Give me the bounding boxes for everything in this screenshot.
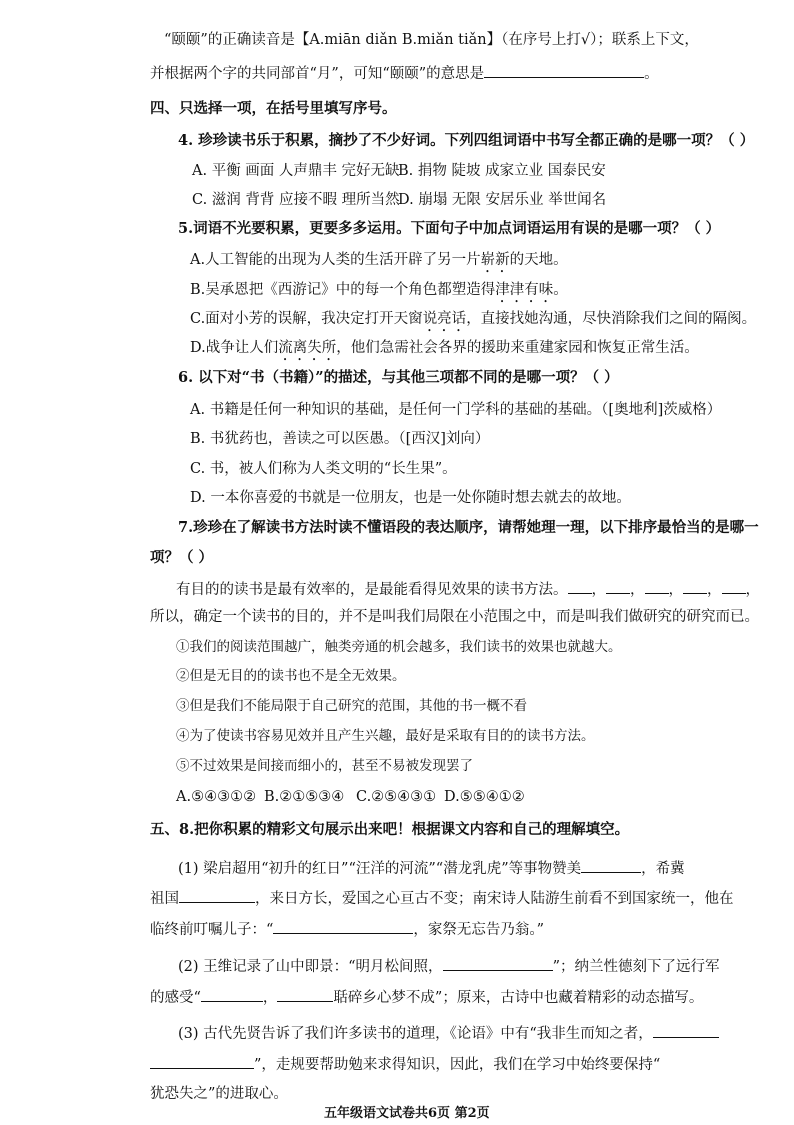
q8-3-blank-1[interactable] (653, 1022, 719, 1038)
q5-b-dotted: 津津有味 (495, 282, 554, 298)
q7-stem-line-1: 7.珍珍在了解读书方法时读不懂语段的表达顺序，请帮她理一理，以下排序最恰当的是哪一 (178, 519, 759, 536)
order-blank-3[interactable] (645, 578, 669, 594)
q7-passage-line-1: 有目的的读书是最有效率的，是最能看得见效果的读书方法。 ， ， ， ， ， (176, 578, 760, 600)
q8-2-blank-3[interactable] (277, 986, 333, 1002)
q5-option-b[interactable] (190, 280, 568, 306)
q5-a-post: 的天地。 (509, 252, 568, 268)
q5-c-pre: C.面对小芳的误解，我决定打开天窗 (190, 311, 423, 327)
intro-line-2 (150, 62, 659, 84)
q8-3-blank-2[interactable] (150, 1053, 254, 1069)
q5-a-dotted: 崭新 (480, 252, 510, 268)
q8-1-line-1 (178, 857, 685, 879)
q4-option-b[interactable]: B. 捐物 陡坡 成家立业 国泰民安 (398, 163, 606, 179)
q8-1-text-c: 祖国 (150, 891, 179, 907)
q5-option-d[interactable] (190, 338, 699, 364)
q8-2-line-2 (150, 986, 703, 1008)
q5-d-pre: D.战争让人们 (190, 340, 279, 356)
q8-1-blank-2[interactable] (179, 887, 255, 903)
q8-2-text-b: ”；纳兰性德刻下了远行军 (552, 959, 720, 975)
q8-3-line-2 (150, 1053, 660, 1075)
q5-d-post: ，他们急需社会各界的援助来重建家园和恢复正常生活。 (336, 340, 699, 356)
q7-option-d[interactable]: D.⑤⑤④①② (444, 789, 525, 805)
q7-stem-line-2: 项？（ ） (150, 549, 214, 566)
intro-line-2-end: 。 (644, 66, 659, 82)
q7-sentence-4: ④为了使读书容易见效并且产生兴趣，最好是采取有目的的读书方法。 (176, 728, 595, 744)
meaning-blank[interactable] (484, 62, 644, 78)
q8-3-text-a: (3) 古代先贤告诉了我们许多读书的道理，《论语》中有“我非生而知之者， (178, 1026, 653, 1042)
q7-sentence-2: ②但是无目的的读书也不是全无效果。 (176, 668, 406, 684)
q8-1-blank-1[interactable] (581, 857, 641, 873)
order-blank-4[interactable] (683, 578, 707, 594)
page-footer: 五年级语文试卷共6页 第2页 (324, 1106, 490, 1121)
q8-3-text-b: ”，走规要帮助勉来求得知识，因此，我们在学习中始终要保持“ (254, 1057, 661, 1073)
q8-2-text-c: 的感受“ (150, 990, 201, 1006)
q6-option-b[interactable]: B. 书犹药也，善读之可以医愚。（[西汉]刘向） (190, 431, 490, 447)
q7-passage-line-2: 所以，确定一个读书的目的，并不是叫我们局限在小范围之中，而是叫我们做研究的研究而已。 (150, 609, 759, 625)
q8-1-text-b: ，希冀 (641, 861, 685, 877)
q8-1-text-f: ，家祭无忘告乃翁。” (413, 922, 545, 938)
intro-line-2-text: 并根据两个字的共同部首“月”，可知“颐颐”的意思是 (150, 66, 485, 82)
q8-3-line-3: 犹恐失之”的进取心。 (150, 1086, 288, 1102)
q5-option-c[interactable] (190, 309, 756, 335)
q7-option-b[interactable]: B.②①⑤③④ (264, 789, 345, 805)
q5-b-pre: B.吴承恩把《西游记》中的每一个角色都塑造得 (190, 282, 496, 298)
order-blank-2[interactable] (606, 578, 630, 594)
section-5-heading: 五、8.把你积累的精彩文句展示出来吧！根据课文内容和自己的理解填空。 (150, 821, 630, 838)
q8-2-blank-2[interactable] (201, 986, 263, 1002)
q8-2-text-d: ， (262, 990, 278, 1006)
q5-a-pre: A.人工智能的出现为人类的生活开辟了另一片 (190, 252, 481, 268)
q4-option-c[interactable]: C. 滋润 背背 应接不暇 理所当然 (192, 192, 400, 208)
q7-option-a[interactable]: A.⑤④③①② (176, 789, 257, 805)
order-blank-5[interactable] (722, 578, 746, 594)
q5-d-dotted: 流离失所 (278, 340, 337, 356)
q5-b-post: 。 (553, 282, 568, 298)
q8-1-line-3 (150, 918, 544, 940)
q7-sentence-3: ③但是我们不能局限于自己研究的范围，其他的书一概不看 (176, 698, 527, 714)
q8-2-blank-1[interactable] (443, 955, 553, 971)
section-4-heading: 四、只选择一项，在括号里填写序号。 (150, 100, 397, 117)
order-blank-1[interactable] (568, 578, 592, 594)
q6-option-a[interactable]: A. 书籍是任何一种知识的基础，是任何一门学科的基础的基础。（[奥地利]茨威格） (190, 402, 722, 418)
q8-1-text-d: ，来日方长，爱国之心亘古不变；南宋诗人陆游生前看不到国家统一，他在 (255, 891, 734, 907)
q4-option-d[interactable]: D. 崩塌 无限 安居乐业 举世闻名 (398, 192, 607, 208)
q8-3-line-1 (178, 1022, 719, 1044)
q7-sentence-1: ①我们的阅读范围越广，触类旁通的机会越多，我们读书的效果也就越大。 (176, 639, 622, 655)
q6-stem: 6. 以下对“书（书籍）”的描述，与其他三项都不同的是哪一项？（ ） (178, 369, 619, 386)
q7-option-c[interactable]: C.②⑤④③① (356, 789, 437, 805)
q8-1-text-a: (1) 梁启超用“初升的红日”“汪洋的河流”“潜龙乳虎”等事物赞美 (178, 861, 582, 877)
q8-1-line-2 (150, 887, 734, 909)
q7-sentence-5: ⑤不过效果是间接而细小的，甚至不易被发现罢了 (176, 758, 473, 774)
q7-passage-text: 有目的的读书是最有效率的，是最能看得见效果的读书方法。 (176, 582, 568, 598)
intro-line-1: “颐颐”的正确读音是【A.miān diǎn B.miǎn tiǎn】（在序号上打√）；联系上下文， (164, 32, 699, 48)
q4-option-a[interactable]: A. 平衡 画面 人声鼎丰 完好无缺 (192, 163, 400, 179)
q8-2-line-1 (178, 955, 719, 977)
q5-stem: 5.词语不光要积累，更要多多运用。下面句子中加点词语运用有误的是哪一项？（ ） (178, 220, 721, 237)
q5-c-dotted: 说亮话 (422, 311, 467, 327)
q8-1-blank-3[interactable] (273, 918, 413, 934)
q5-option-a[interactable] (190, 250, 568, 276)
q5-c-post: ，直接找她沟通，尽快消除我们之间的隔阂。 (466, 311, 757, 327)
q6-option-d[interactable]: D. 一本你喜爱的书就是一位朋友，也是一处你随时想去就去的故地。 (190, 490, 631, 506)
q8-1-text-e: 临终前叮嘱儿子：“ (150, 922, 274, 938)
q6-option-c[interactable]: C. 书，被人们称为人类文明的“长生果”。 (190, 461, 457, 477)
q8-2-text-e: 聒碎乡心梦不成”；原来，古诗中也藏着精彩的动态描写。 (333, 990, 704, 1006)
q8-2-text-a: (2) 王维记录了山中即景：“明月松间照， (178, 959, 443, 975)
q4-stem: 4. 珍珍读书乐于积累，摘抄了不少好词。下列四组词语中书写全都正确的是哪一项？（ ） (178, 132, 755, 149)
